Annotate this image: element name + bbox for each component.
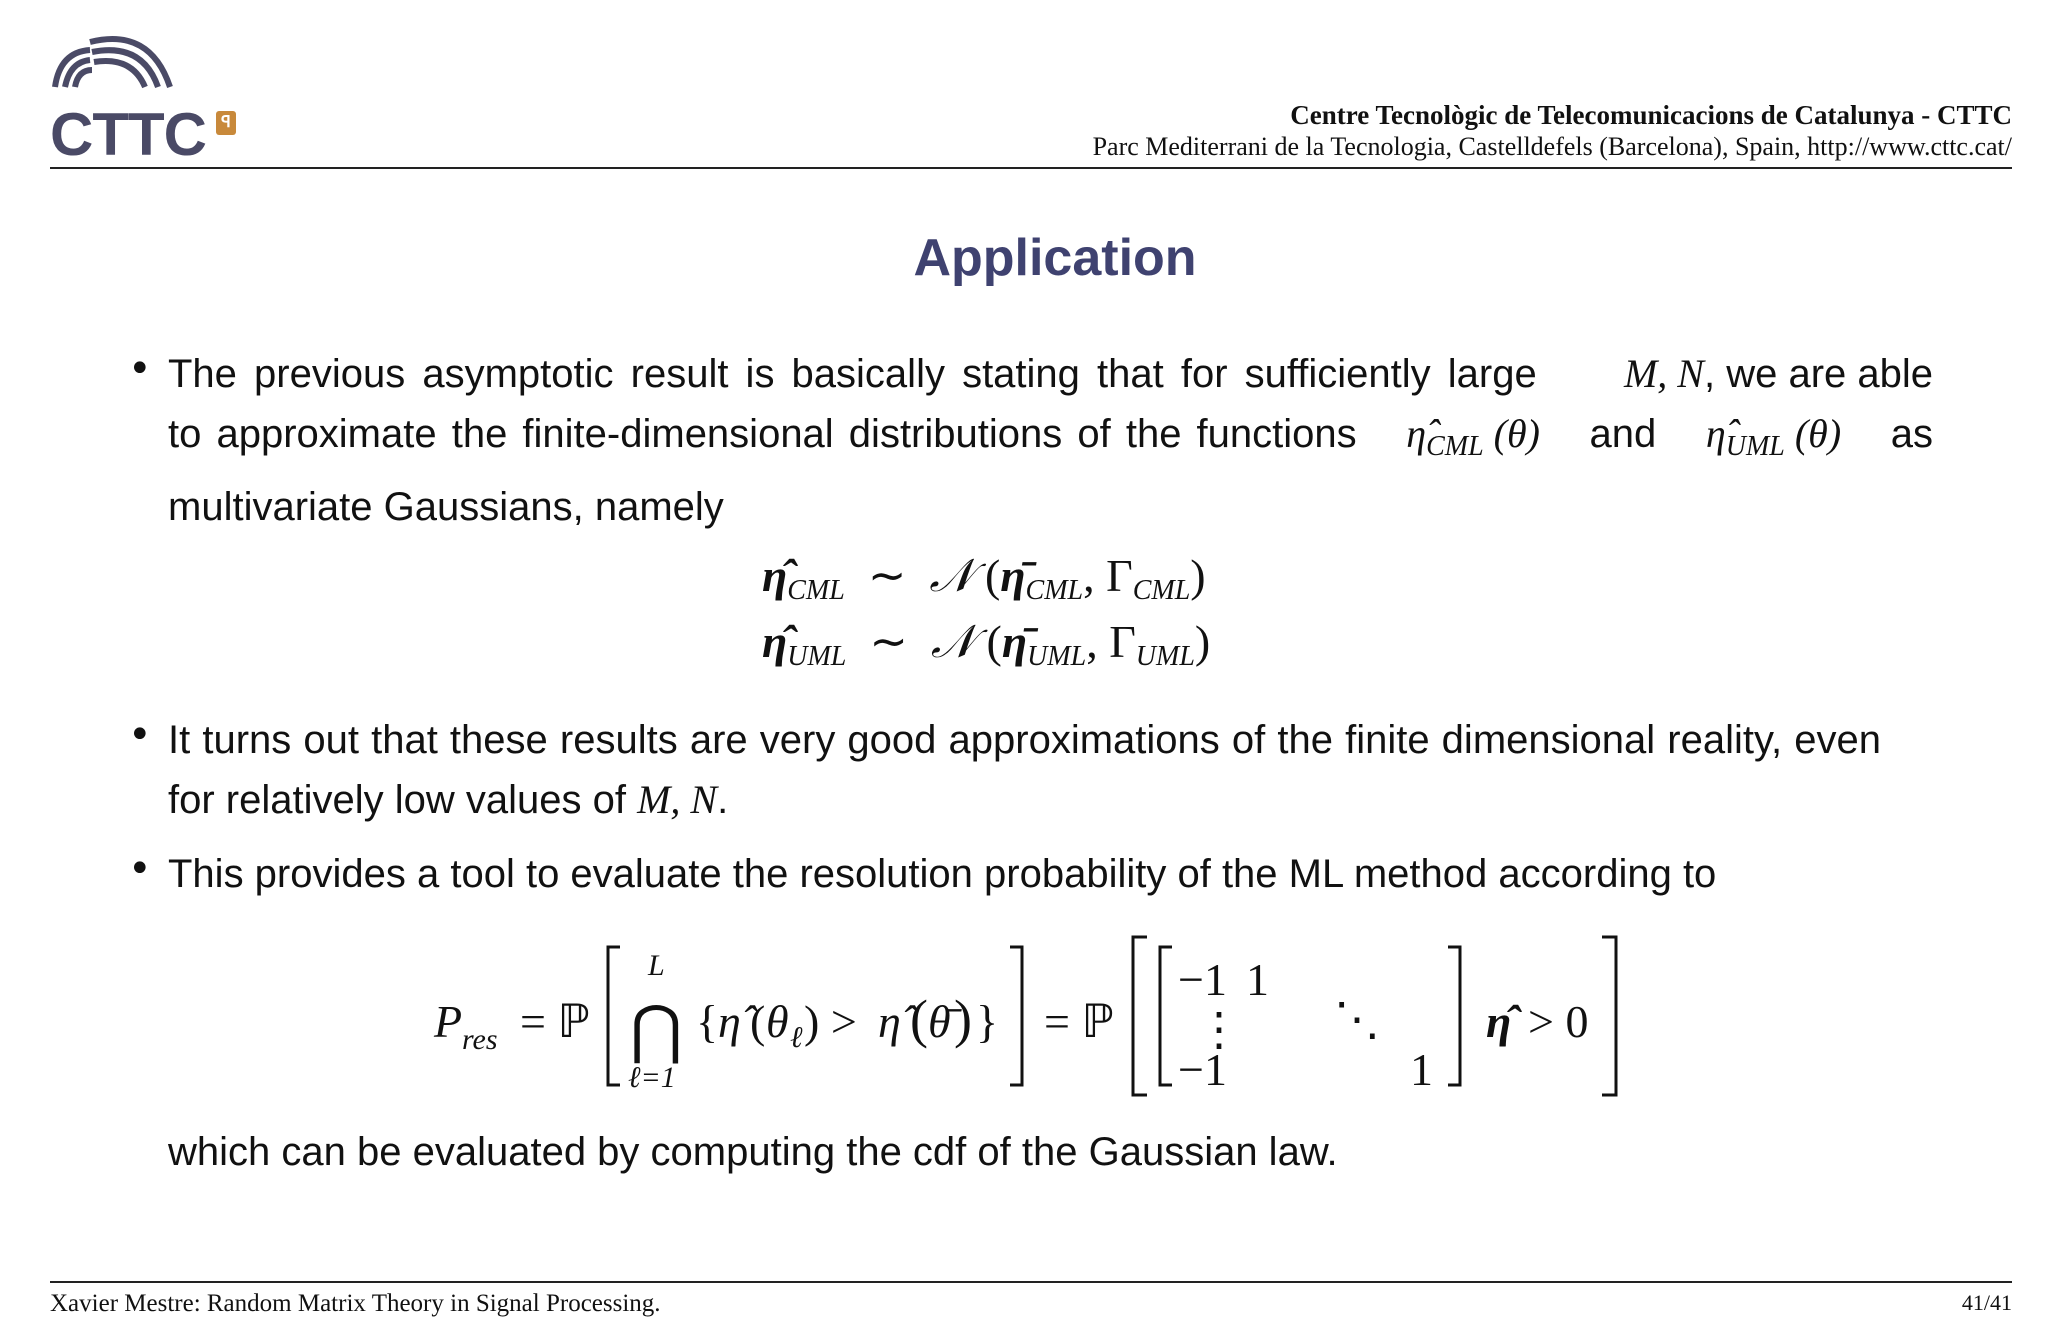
svg-text:⋱: ⋱ (1334, 994, 1380, 1045)
slide-title: Application (913, 229, 1197, 287)
math-eta-cml: $\etâ_{CML}$ (θ) (1406, 411, 1540, 462)
svg-text:θ: θ (766, 996, 789, 1047)
svg-text:θ̄: θ̄ (928, 996, 951, 1047)
bullet-1-line-1-end: , we are able (1703, 352, 1933, 396)
svg-text:1: 1 (1246, 954, 1269, 1005)
bullet-2 (168, 710, 1933, 830)
bullet-marker-1: • (128, 346, 152, 392)
bullet-2-period: . (717, 778, 729, 822)
svg-text:): ) (954, 989, 972, 1049)
footer-divider (50, 1281, 2012, 1283)
bullet-marker-3: • (128, 846, 152, 892)
page-number: 41/41 (1961, 1290, 2012, 1315)
equation-resolution-probability (420, 925, 1640, 1115)
svg-text:= ℙ: = ℙ (1044, 996, 1114, 1047)
bullet-3 (168, 844, 1933, 904)
closing-text (168, 1122, 1933, 1182)
svg-text:⋮: ⋮ (1196, 1004, 1242, 1055)
svg-text:(: ( (910, 989, 928, 1049)
bullet-3-line-1: This provides a tool to evaluate the resolution probability of the ML method according to (168, 852, 1717, 896)
header-organization: Centre Tecnològic de Telecomunicacions de Catalunya - CTTC (1290, 100, 2012, 130)
svg-text:> 0: > 0 (1528, 996, 1589, 1047)
svg-text:ℓ=1: ℓ=1 (628, 1061, 676, 1094)
svg-text:P: P (434, 996, 463, 1047)
svg-text:−1: −1 (1178, 1044, 1227, 1095)
closing-line: which can be evaluated by computing the cdf of the Gaussian law. (168, 1130, 1338, 1174)
svg-text:1: 1 (1410, 1044, 1433, 1095)
svg-text:η̂: η̂ (718, 996, 741, 1047)
bullet-1 (168, 344, 1933, 537)
svg-text:{: { (696, 996, 719, 1047)
bullet-2-line-1: It turns out that these results are very good approximations of the finite dimensional reality, even (168, 718, 1881, 762)
equation-uml: $\etâ_{UML}$ ∼ 𝒩 ($\etā_{UML}$, $\Gamma_{UML}$) (762, 616, 1211, 672)
svg-text:= ℙ: = ℙ (520, 996, 590, 1047)
word-and: and (1589, 412, 1657, 456)
cttc-logo-mark-icon: ꟼ (216, 111, 236, 135)
svg-text:(: ( (750, 996, 766, 1047)
svg-text:) >: ) > (804, 996, 857, 1047)
math-eta-uml: $\etâ_{UML}$ (θ) (1705, 411, 1842, 462)
bullet-1-line-2: to approximate the finite-dimensional distributions of the functions (168, 412, 1357, 456)
bullet-2-line-2: for relatively low values of (168, 778, 626, 822)
svg-text:L: L (648, 949, 665, 982)
header-divider (50, 167, 2012, 169)
svg-text:⋂: ⋂ (630, 994, 683, 1065)
svg-text:}: } (976, 996, 999, 1047)
header-address: Parc Mediterrani de la Tecnologia, Castelldefels (Barcelona), Spain, http://www.cttc.cat/ (1092, 132, 2012, 161)
svg-text:ℓ: ℓ (790, 1021, 803, 1054)
math-MN-2: M, N (637, 777, 718, 822)
bullet-1-line-3: multivariate Gaussians, namely (168, 485, 724, 529)
word-as: as (1890, 412, 1933, 456)
equation-cml: $\etâ_{CML}$ ∼ 𝒩 ($\etā_{CML}$, $\Gamma_{CML}$) (762, 550, 1206, 606)
math-MN: M, N (1623, 351, 1704, 396)
svg-text:η̂: η̂ (878, 996, 901, 1047)
svg-text:res: res (462, 1023, 498, 1056)
footer-author-title: Xavier Mestre: Random Matrix Theory in Signal Processing. (50, 1290, 661, 1317)
bullet-1-line-1: The previous asymptotic result is basically stating that for sufficiently large (168, 352, 1537, 396)
svg-text:−1: −1 (1178, 954, 1227, 1005)
cttc-logo-wordmark: CTTC (50, 101, 206, 168)
svg-text:η̂: η̂ (1486, 996, 1512, 1047)
bullet-marker-2: • (128, 712, 152, 758)
